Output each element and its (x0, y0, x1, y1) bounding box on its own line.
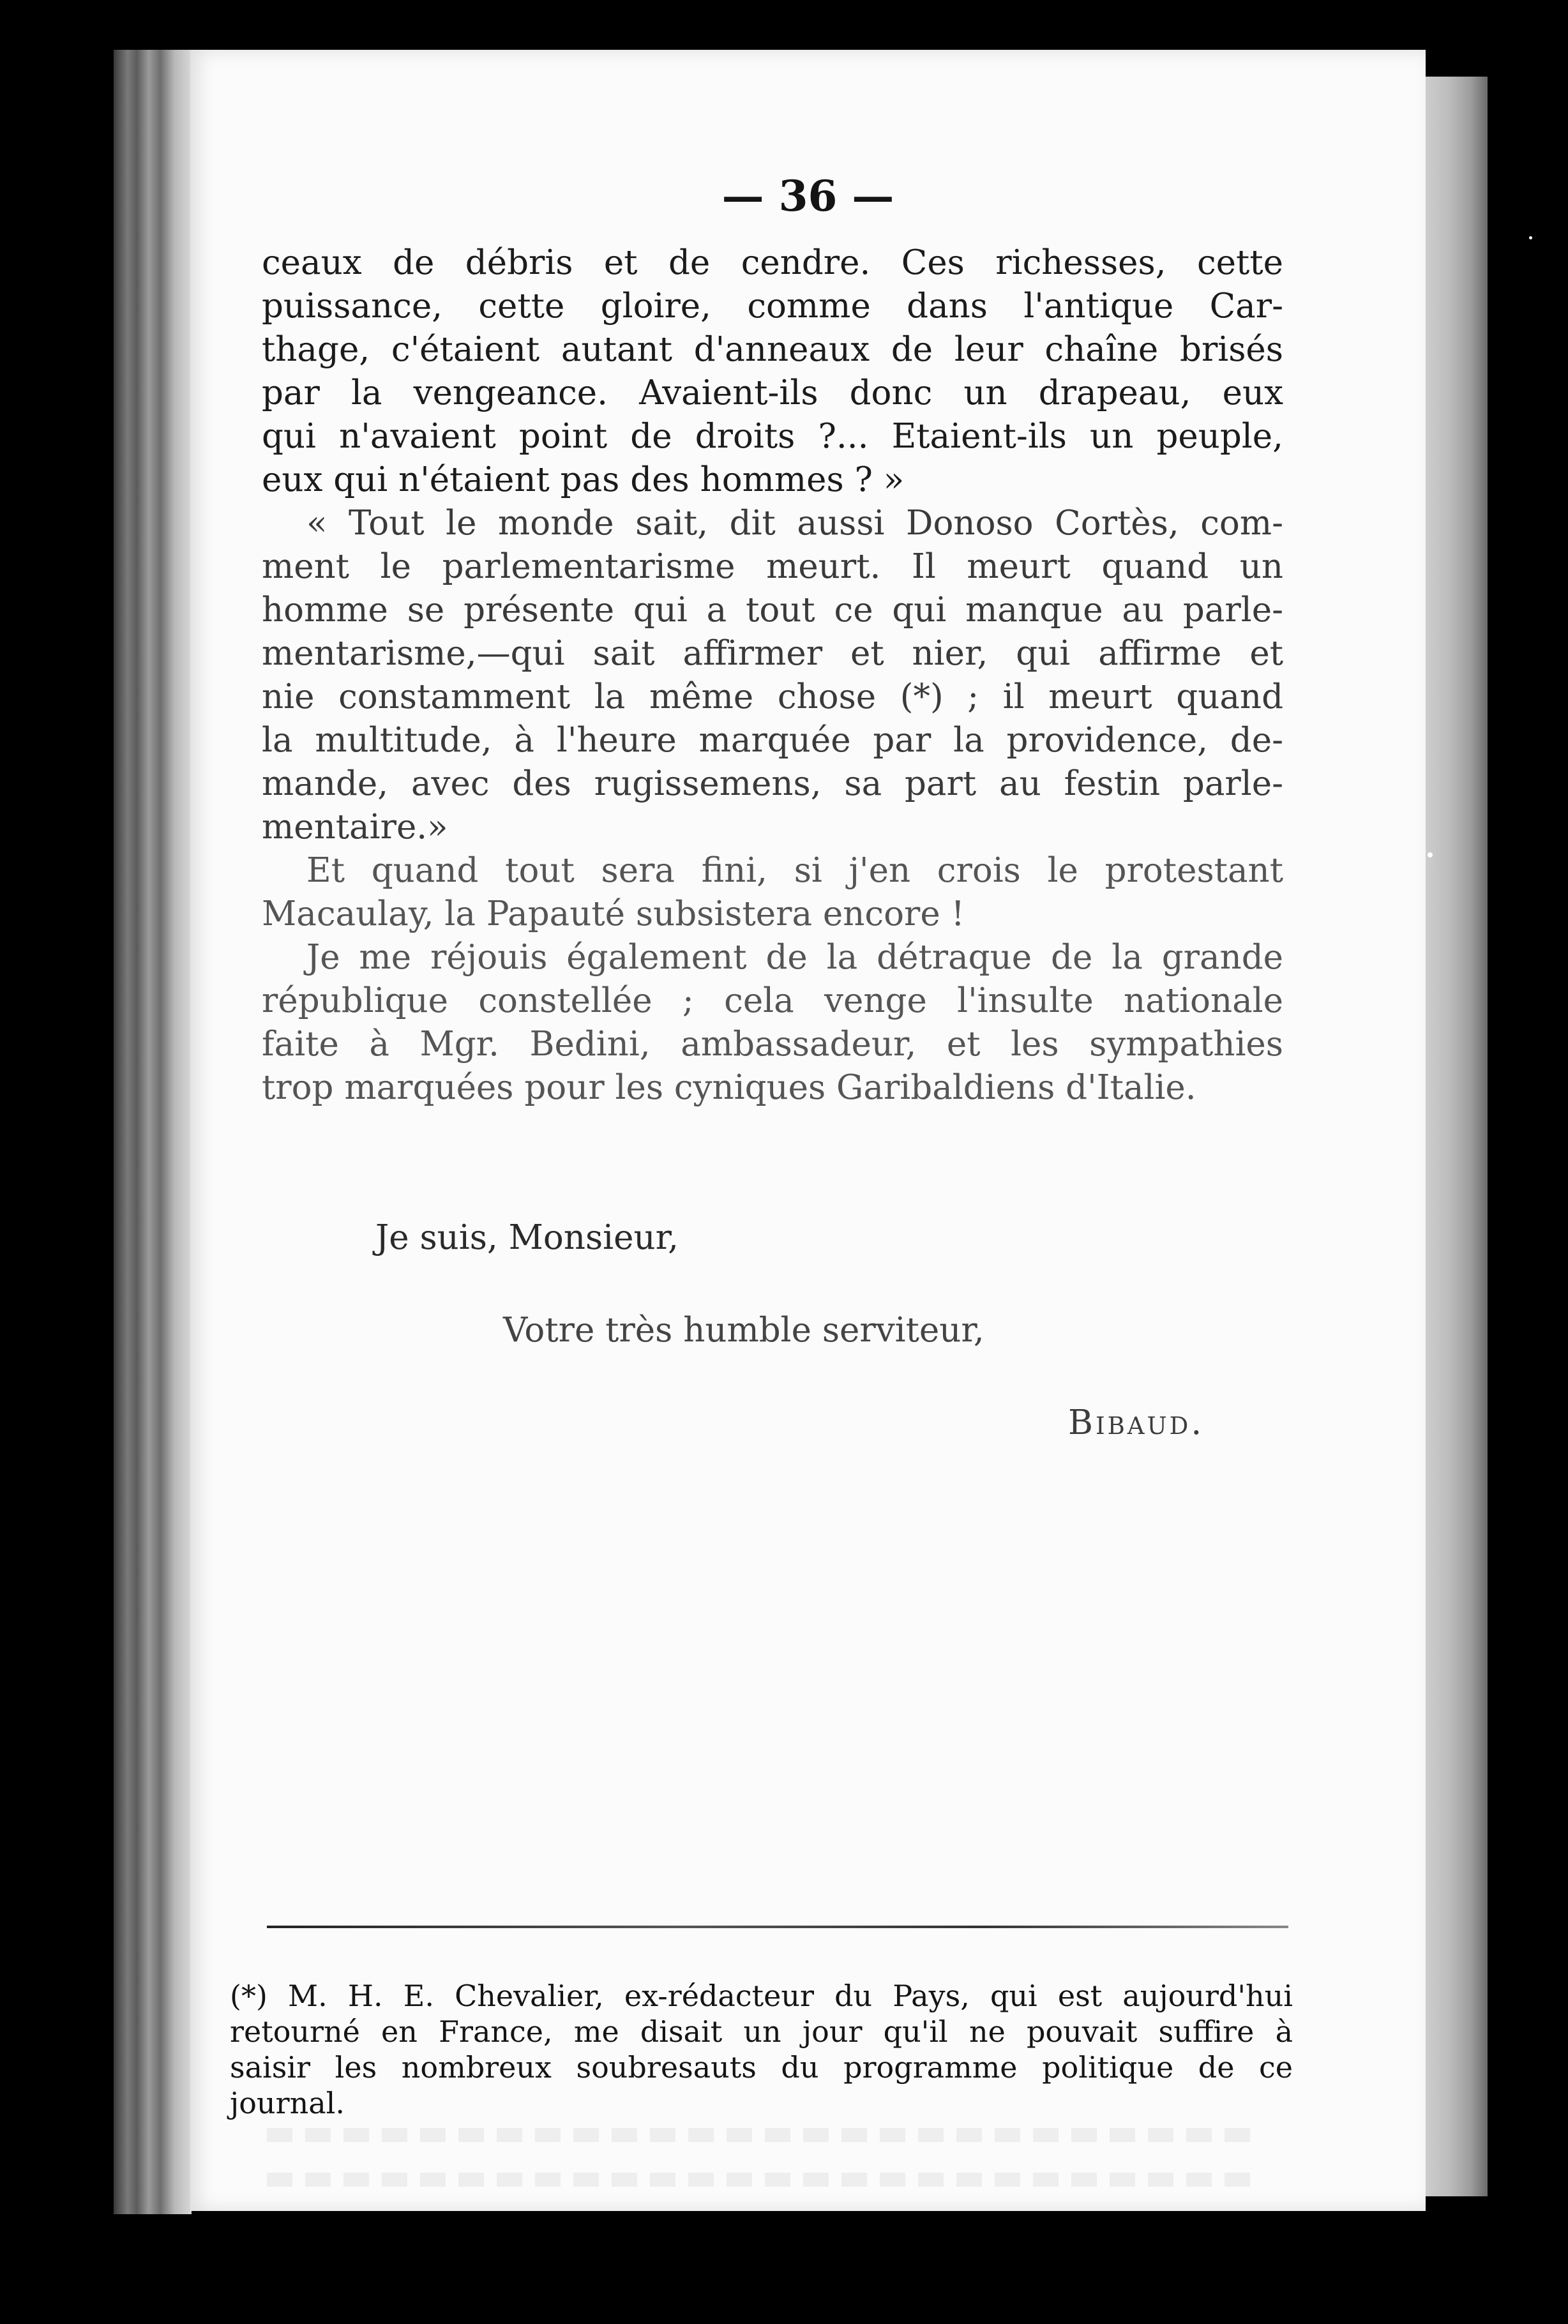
footnote-line: (*) M. H. E. Chevalier, ex-rédacteur du Pays, qui est aujourd'hui (230, 1979, 1293, 2013)
page (190, 50, 1426, 2211)
scan-speck (1529, 236, 1532, 239)
text-line: Et quand tout sera fini, si j'en crois le protestant (306, 851, 1283, 890)
paragraph-donoso-cortes (262, 502, 1283, 849)
text-line: puissance, cette gloire, comme dans l'antique Car- (262, 287, 1283, 326)
footnote-line: saisir les nombreux soubresauts du programme politique de ce (230, 2050, 1293, 2085)
text-line: Macaulay, la Papauté subsistera encore ! (262, 894, 965, 933)
paragraph-macaulay (262, 849, 1283, 936)
text-line: faite à Mgr. Bedini, ambassadeur, et les sympathies (262, 1025, 1283, 1064)
text-line: Je me réjouis également de la détraque de la grande (306, 938, 1283, 977)
footnote-rule (267, 1926, 1288, 1928)
text-line: qui n'avaient point de droits ?... Etaient-ils un peuple, (262, 417, 1283, 456)
text-line: homme se présente qui a tout ce qui manque au parle- (262, 591, 1283, 630)
text-line: mentarisme,—qui sait affirmer et nier, qui affirme et (262, 634, 1283, 673)
text-line: trop marquées pour les cyniques Garibaldiens d'Italie. (262, 1068, 1196, 1107)
salutation: Je suis, Monsieur, (375, 1218, 679, 1257)
left-page-edges (114, 50, 192, 2214)
signature: Bibaud. (1068, 1403, 1205, 1442)
page-number: — 36 — (721, 171, 894, 221)
text-line: mentaire.» (262, 808, 448, 847)
paragraph-republique (262, 936, 1283, 1110)
text-line: eux qui n'étaient pas des hommes ? » (262, 460, 905, 499)
text-line: ment le parlementarisme meurt. Il meurt quand un (262, 547, 1283, 586)
body-text (262, 241, 1283, 1110)
text-line: république constellée ; cela venge l'insulte nationale (262, 981, 1283, 1020)
text-line: nie constamment la même chose (*) ; il meurt quand (262, 677, 1283, 716)
text-line: thage, c'étaient autant d'anneaux de leur chaîne brisés (262, 330, 1283, 369)
footnote-line: journal. (230, 2086, 345, 2120)
text-line: ceaux de débris et de cendre. Ces richesses, cette (262, 243, 1283, 282)
paragraph-quote-end (262, 241, 1283, 502)
text-line: « Tout le monde sait, dit aussi Donoso Cortès, com- (306, 504, 1283, 543)
right-page-edge (1422, 77, 1488, 2196)
sign-off: Votre très humble serviteur, (503, 1311, 984, 1350)
footnote-line: retourné en France, me disait un jour qu'il ne pouvait suffire à (230, 2014, 1293, 2049)
bleed-through-text (267, 2128, 1263, 2142)
scan-speck (1428, 852, 1433, 857)
bleed-through-text (267, 2173, 1263, 2187)
text-line: la multitude, à l'heure marquée par la providence, de- (262, 721, 1283, 760)
text-line: par la vengeance. Avaient-ils donc un drapeau, eux (262, 374, 1283, 412)
text-line: mande, avec des rugissemens, sa part au festin parle- (262, 764, 1283, 803)
footnote (230, 1978, 1293, 2121)
